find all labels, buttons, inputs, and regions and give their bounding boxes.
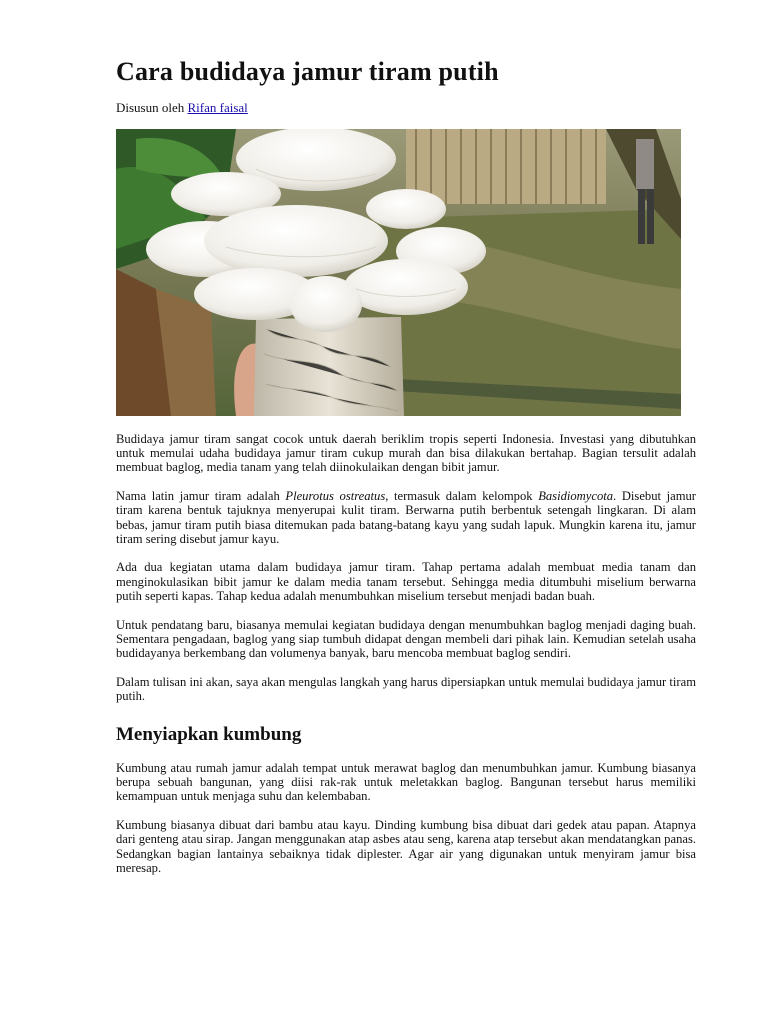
paragraph-kumbung-definition: Kumbung atau rumah jamur adalah tempat untuk merawat baglog dan menumbuhkan jamur. Kumbung biasanya berupa sebuah bangunan, yang diisi rak-rak untuk meletakkan baglog. Bangunan tersebut harus memiliki kemampuan untuk menjaga suhu dan kelembaban. [116, 761, 696, 804]
byline [116, 100, 696, 116]
author-link[interactable]: Rifan faisal [187, 100, 248, 115]
oyster-mushroom-photo [116, 129, 681, 416]
paragraph-latin-after: . Disebut jamur tiram karena bentuk tajuknya menyerupai kulit tiram. Berwarna putih berbentuk setengah lingkaran. Di alam bebas, jamur tiram putih biasa ditemukan pada batang-batang kayu yang sudah lapuk. Mungkin karena itu, jamur tiram sering disebut jamur kayu. [116, 489, 696, 546]
paragraph-overview: Dalam tulisan ini akan, saya akan mengulas langkah yang harus dipersiapkan untuk memulai budidaya jamur tiram putih. [116, 674, 696, 703]
paragraph-latin-middle: , termasuk dalam kelompok [385, 489, 539, 504]
paragraph-latin-name [116, 489, 696, 546]
group-name: Basidiomycota [538, 489, 614, 504]
byline-prefix: Disusun oleh [116, 100, 185, 115]
paragraph-newcomers: Untuk pendatang baru, biasanya memulai kegiatan budidaya dengan menumbuhkan baglog menjadi daging buah. Sementara pengadaan, baglog yang siap tumbuh didapat dengan membeli dari pihak lain. Kemudian setelah usaha budidayanya berkembang dan volumenya banyak, baru mencoba membuat baglog sendiri. [116, 617, 696, 660]
paragraph-latin-before: Nama latin jamur tiram adalah [116, 489, 286, 504]
page-title: Cara budidaya jamur tiram putih [116, 57, 499, 86]
section-heading: Menyiapkan kumbung [116, 724, 302, 746]
document-page [116, 56, 696, 875]
paragraph-intro: Budidaya jamur tiram sangat cocok untuk daerah beriklim tropis seperti Indonesia. Investasi yang dibutuhkan untuk memulai udaha budidaya jamur tiram cukup murah dan bisa dilakukan bertahap. Bagian tersulit adalah membuat baglog, media tanam yang telah diinokulaikan dengan bibit jamur. [116, 432, 696, 475]
paragraph-kumbung-materials: Kumbung biasanya dibuat dari bambu atau kayu. Dinding kumbung bisa dibuat dari gedek atau papan. Atapnya dari genteng atau sirap. Jangan menggunakan atap asbes atau seng, karena atap tersebut akan mendatangkan panas. Sedangkan bagian lantainya sebaiknya tidak diplester. Agar air yang digunakan untuk menyiram jamur bisa meresap. [116, 818, 696, 875]
paragraph-activities: Ada dua kegiatan utama dalam budidaya jamur tiram. Tahap pertama adalah membuat media tanam dan menginokulasikan bibit jamur ke dalam media tanam tersebut. Sehingga media ditumbuhi miselium berwarna putih seperti kapas. Tahap kedua adalah menumbuhkan miselium tersebut menjadi badan buah. [116, 560, 696, 603]
latin-name: Pleurotus ostreatus [285, 489, 386, 504]
